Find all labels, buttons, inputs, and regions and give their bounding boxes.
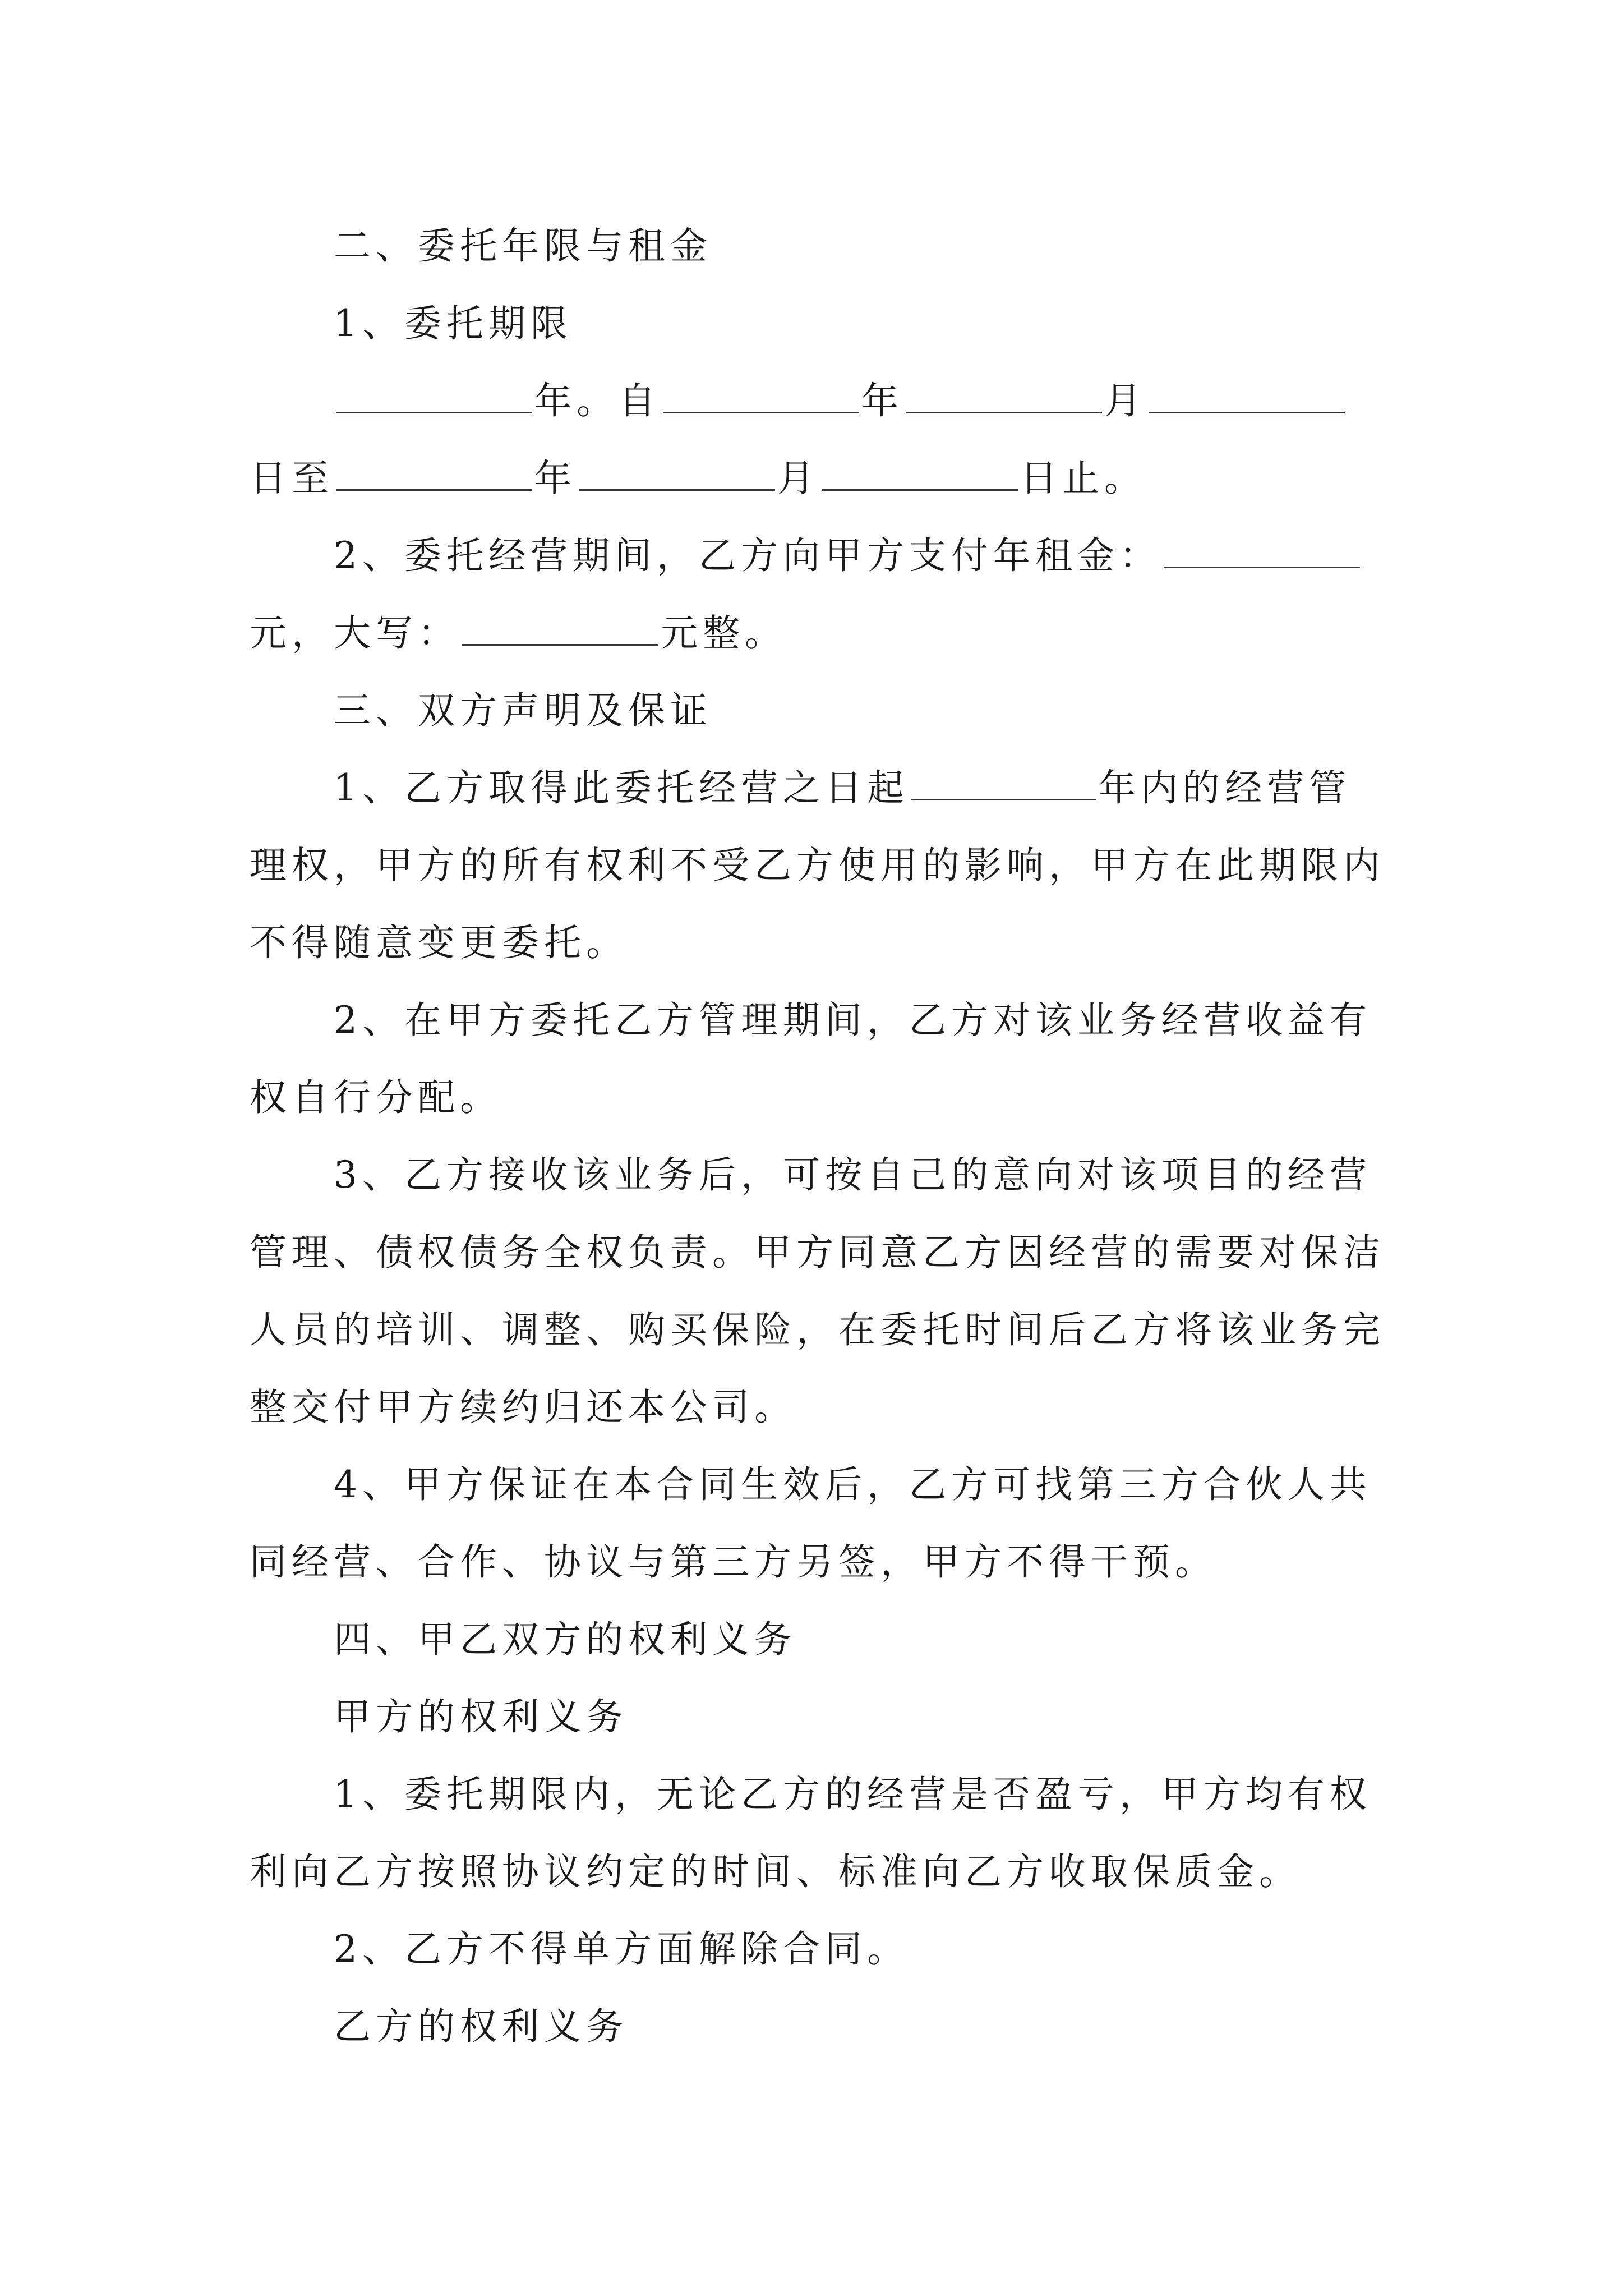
clause-2-2 <box>250 517 1388 672</box>
clause-3-1-a: 1、乙方取得此委托经营之日起 <box>334 766 909 809</box>
document-body <box>250 208 1388 2065</box>
blank-field <box>822 455 1018 491</box>
rent-unit: 元，大写： <box>250 611 460 655</box>
blank-field <box>1164 533 1360 568</box>
period-day-label: 日 <box>250 457 292 500</box>
clause-3-3: 3、乙方接收该业务后，可按自己的意向对该项目的经营管理、债权债务全权负责。甲方同意乙方因经营的需要对保洁人员的培训、调整、购买保险，在委托时间后乙方将该业务完整交付甲方续约归还本公司。 <box>250 1153 1385 1429</box>
period-year2-label: 年 <box>861 379 903 422</box>
period-year3-label: 年 <box>534 457 577 500</box>
period-year-label: 年。 <box>534 379 619 422</box>
blank-field <box>1149 378 1345 413</box>
rent-prefix: 2、委托经营期间，乙方向甲方支付年租金： <box>334 534 1161 577</box>
clause-2-1: 1、委托期限 <box>334 302 573 345</box>
party-a-clause-2: 2、乙方不得单方面解除合同。 <box>334 1927 909 1971</box>
party-a-heading: 甲方的权利义务 <box>334 1695 628 1738</box>
section-heading-4: 四、甲乙双方的权利义务 <box>334 1618 796 1661</box>
clause-3-1-b: 年内的经营管理权，甲方的所有权利不受乙方使用的影响，甲方在此期限内不得随意变更委托。 <box>250 766 1385 964</box>
period-month2-label: 月 <box>777 457 819 500</box>
period-end-label: 日止。 <box>1020 457 1146 500</box>
blank-field <box>911 765 1096 800</box>
section-heading-2: 二、委托年限与租金 <box>334 224 712 268</box>
clause-period-text <box>250 362 1388 517</box>
clause-3-4: 4、甲方保证在本合同生效后，乙方可找第三方合伙人共同经营、合作、协议与第三方另签，甲方不得干预。 <box>250 1463 1372 1584</box>
period-from-label: 自 <box>619 379 661 422</box>
party-b-heading: 乙方的权利义务 <box>334 2005 628 2048</box>
blank-field <box>336 378 532 413</box>
section-heading-3: 三、双方声明及保证 <box>334 689 712 732</box>
blank-field <box>462 610 658 646</box>
blank-field <box>663 378 859 413</box>
period-month-label: 月 <box>1104 379 1146 422</box>
clause-3-1 <box>250 749 1388 982</box>
blank-field <box>579 455 775 491</box>
blank-field <box>336 455 532 491</box>
period-to-label: 至 <box>292 457 334 500</box>
party-a-clause-1: 1、委托期限内，无论乙方的经营是否盈亏，甲方均有权利向乙方按照协议约定的时间、标准向乙方收取保质金。 <box>250 1773 1372 1893</box>
clause-3-2: 2、在甲方委托乙方管理期间，乙方对该业务经营收益有权自行分配。 <box>250 999 1372 1119</box>
rent-suffix: 元整。 <box>661 611 787 655</box>
blank-field <box>906 378 1102 413</box>
